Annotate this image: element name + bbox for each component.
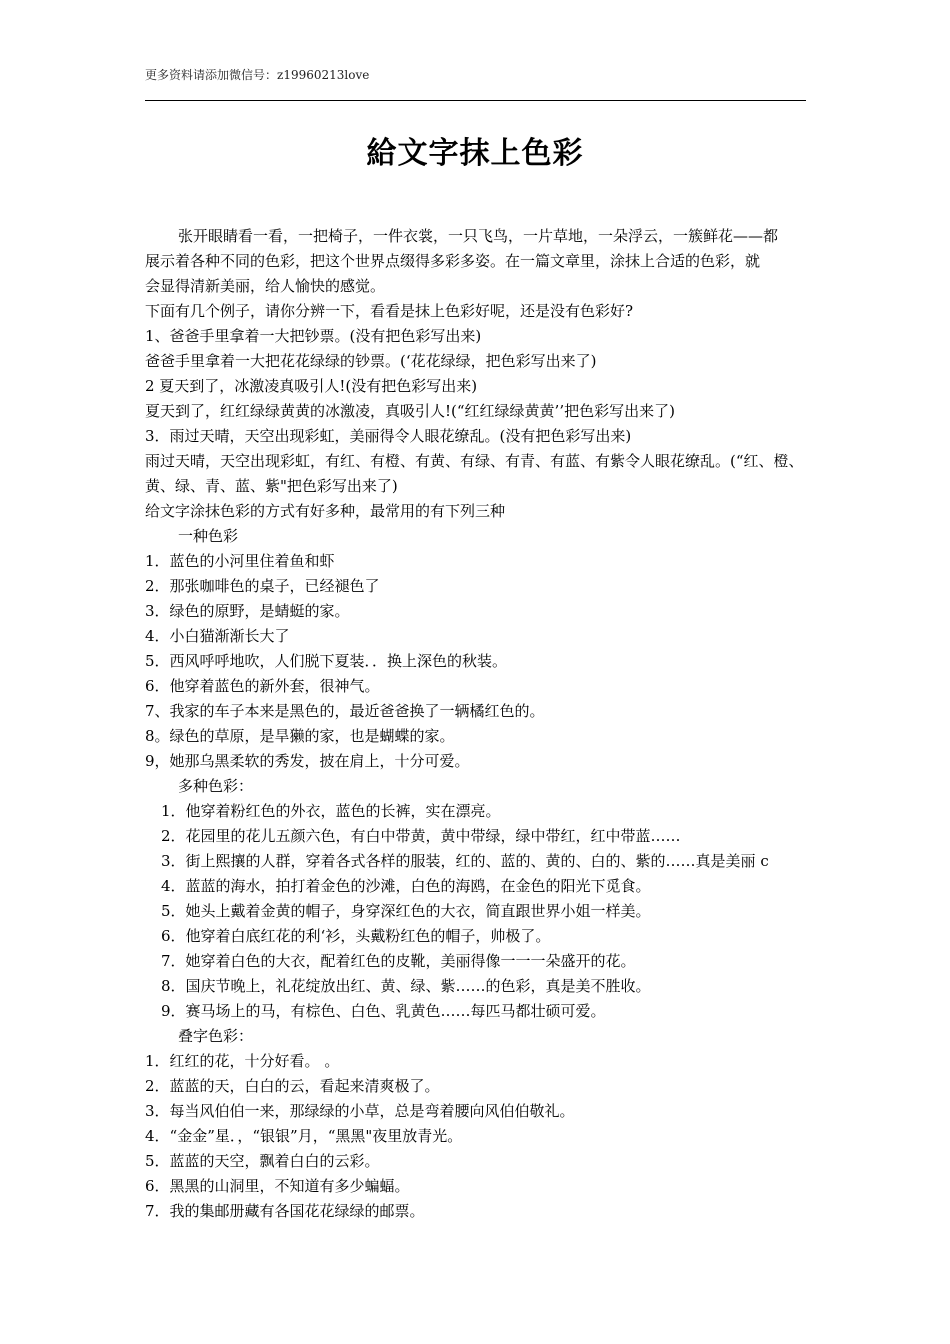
text-line: 爸爸手里拿着一大把花花绿绿的钞票。(‘花花绿绿，把色彩写出来了) (145, 352, 597, 370)
text-line: 会显得清新美丽，给人愉快的感觉。 (145, 277, 386, 295)
text-line: 下面有几个例子，请你分辨一下，看看是抹上色彩好呢，还是没有色彩好? (145, 302, 634, 320)
text-line: 4．蓝蓝的海水，拍打着金色的沙滩，白色的海鸥，在金色的阳光下觅食。 (161, 877, 651, 895)
text-line: 展示着各种不同的色彩，把这个世界点缀得多彩多姿。在一篇文章里，涂抹上合适的色彩，就 (145, 252, 761, 270)
text-line: 8。绿色的草原，是旱獭的家，也是蝴蝶的家。 (145, 727, 455, 745)
text-line: 3．每当风伯伯一来，那绿绿的小草，总是弯着腰向风伯伯敬礼。 (145, 1102, 575, 1120)
text-line: 3．雨过天晴，天空出现彩虹，美丽得令人眼花缭乱。(没有把色彩写出来) (145, 427, 632, 445)
text-line: 5．蓝蓝的天空，飘着白白的云彩。 (145, 1152, 380, 1170)
document-body (145, 224, 807, 1224)
text-line: 2．花园里的花儿五颜六色，有白中带黄，黄中带绿，绿中带红，红中带蓝…… (161, 827, 681, 845)
text-line: 雨过天晴，天空出现彩虹，有红、有橙、有黄、有绿、有青、有蓝、有紫令人眼花缭乱。(“红、橙、 (145, 452, 804, 470)
text-line: 夏天到了，红红绿绿黄黄的冰激凌，真吸引人!(“红红绿绿黄黄’’把色彩写出来了) (145, 402, 675, 420)
text-line: 4．“金金”星．，“银银”月，“黑黑"夜里放青光。 (145, 1127, 463, 1145)
text-line: 3．街上熙攘的人群，穿着各式各样的服装，红的、蓝的、黄的、白的、紫的……真是美丽 c (161, 852, 769, 870)
text-line: 给文字涂抹色彩的方式有好多种，最常用的有下列三种 (145, 502, 506, 520)
text-line: 1．红红的花，十分好看。 。 (145, 1052, 340, 1070)
text-line: 5．西风呼呼地吹，人们脱下夏装．．换上深色的秋装。 (145, 652, 508, 670)
text-line: 黄、绿、青、蓝、紫"把色彩写出来了) (145, 477, 398, 495)
text-line: 2．蓝蓝的天，白白的云，看起来清爽极了。 (145, 1077, 440, 1095)
text-line: 张开眼睛看一看，一把椅子，一件衣裳，一只飞鸟，一片草地，一朵浮云，一簇鲜花——都 (178, 227, 779, 245)
text-line: 2 夏天到了，冰激凌真吸引人!(没有把色彩写出来) (145, 377, 478, 395)
text-line: 7．我的集邮册藏有各国花花绿绿的邮票。 (145, 1202, 425, 1220)
text-line: 一种色彩 (178, 527, 239, 545)
text-line: 6．黑黑的山洞里，不知道有多少蝙蝠。 (145, 1177, 410, 1195)
text-line: 6．他穿着蓝色的新外套，很神气。 (145, 677, 380, 695)
text-line: 9．赛马场上的马，有棕色、白色、乳黄色……每匹马都壮硕可爱。 (161, 1002, 606, 1020)
text-line: 4．小白猫渐渐长大了 (145, 627, 290, 645)
text-line: 6．他穿着白底红花的利‘衫，头戴粉红色的帽子，帅极了。 (161, 927, 551, 945)
text-line: 7、我家的车子本来是黑色的，最近爸爸换了一辆橘红色的。 (145, 702, 545, 720)
text-line: 1．蓝色的小河里住着鱼和虾 (145, 552, 335, 570)
text-line: 3．绿色的原野，是蜻蜓的家。 (145, 602, 350, 620)
page-header-note: 更多资料请添加微信号：z19960213love (145, 68, 370, 82)
page-title: 給文字抹上色彩 (366, 136, 584, 171)
text-line: 2．那张咖啡色的桌子，已经褪色了 (145, 577, 380, 595)
header-divider (145, 100, 806, 101)
text-line: 1．他穿着粉红色的外衣，蓝色的长裤，实在漂亮。 (161, 802, 501, 820)
text-line: 8．国庆节晚上，礼花绽放出红、黄、绿、紫……的色彩，真是美不胜收。 (161, 977, 651, 995)
text-line: 7．她穿着白色的大衣，配着红色的皮靴，美丽得像一一一朵盛开的花。 (161, 952, 636, 970)
text-line: 叠字色彩： (178, 1027, 254, 1045)
text-line: 1、爸爸手里拿着一大把钞票。(没有把色彩写出来) (145, 327, 482, 345)
text-line: 5．她头上戴着金黄的帽子，身穿深红色的大衣，简直跟世界小姐一样美。 (161, 902, 651, 920)
text-line: 多种色彩： (178, 777, 254, 795)
text-line: 9，她那乌黑柔软的秀发，披在肩上，十分可爱。 (145, 752, 470, 770)
